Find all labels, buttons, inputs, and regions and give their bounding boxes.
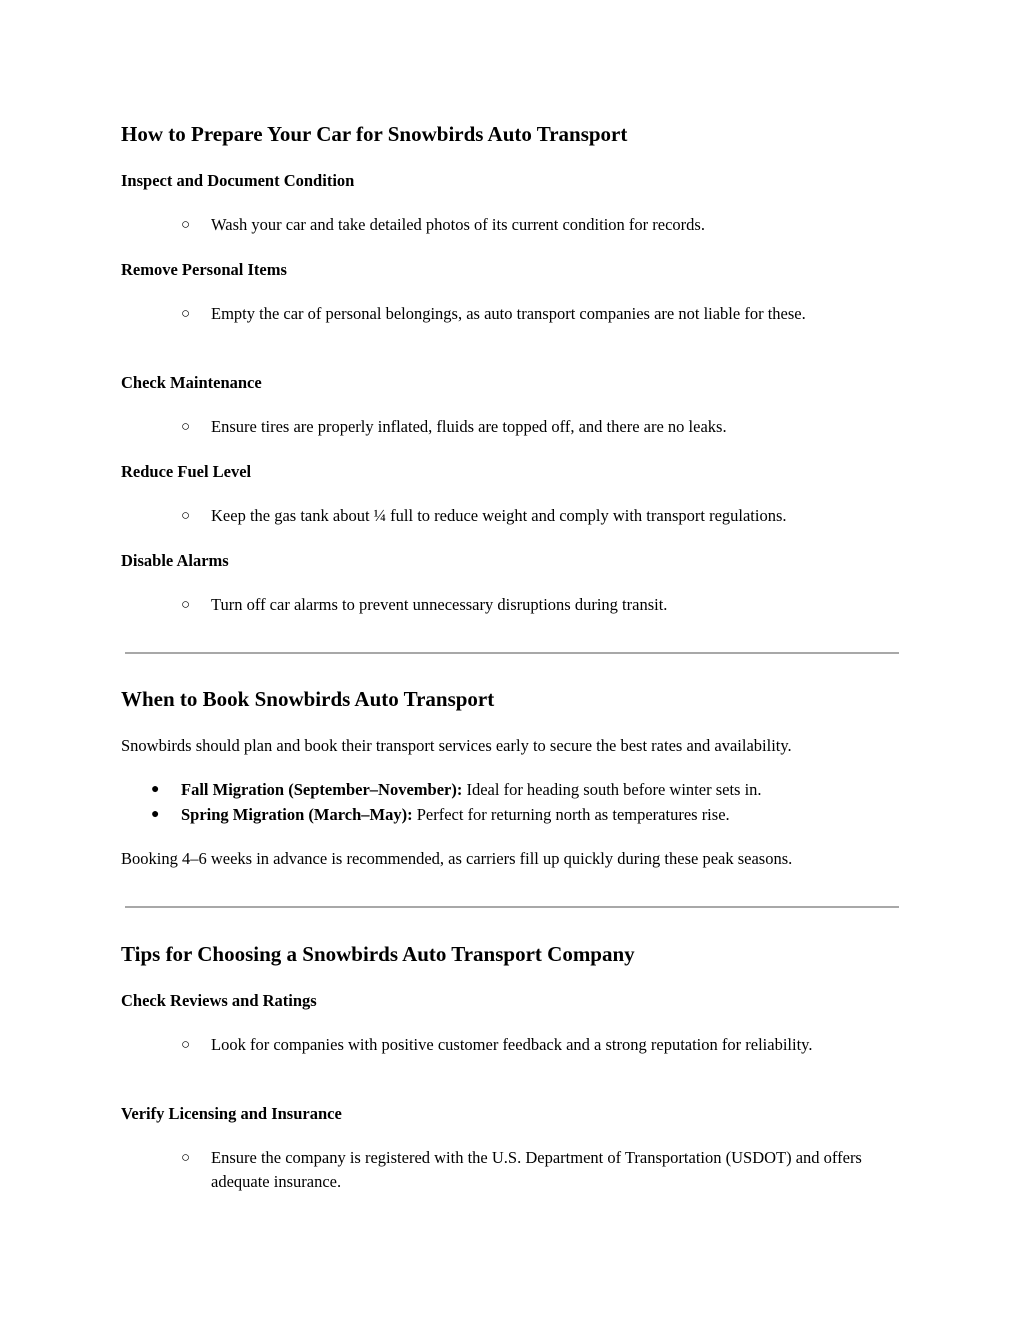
section-title-when-to-book: When to Book Snowbirds Auto Transport bbox=[121, 687, 495, 711]
section-title-prepare-car: How to Prepare Your Car for Snowbirds Auto Transport bbox=[121, 122, 628, 146]
bullet-label: Fall Migration (September–November): bbox=[181, 780, 463, 799]
intro-paragraph: Snowbirds should plan and book their transport services early to secure the best rates and availability. bbox=[121, 736, 792, 755]
subheading-verify-licensing: Verify Licensing and Insurance bbox=[121, 1104, 342, 1123]
subheading-check-maintenance: Check Maintenance bbox=[121, 373, 262, 392]
list-item-text: Wash your car and take detailed photos of its current condition for records. bbox=[211, 215, 705, 234]
bullet-label: Spring Migration (March–May): bbox=[181, 805, 413, 824]
list-item bbox=[181, 593, 901, 617]
list-item bbox=[181, 1146, 901, 1194]
list-item-text: Turn off car alarms to prevent unnecessary disruptions during transit. bbox=[211, 595, 668, 614]
bullet-text: Ideal for heading south before winter sets in. bbox=[462, 780, 762, 799]
subheading-remove-items: Remove Personal Items bbox=[121, 260, 287, 279]
subheading-inspect: Inspect and Document Condition bbox=[121, 171, 355, 190]
booking-advice-paragraph: Booking 4–6 weeks in advance is recommended, as carriers fill up quickly during these peak seasons. bbox=[121, 849, 793, 868]
hollow-circle-bullet-icon: ○ bbox=[181, 1150, 191, 1166]
hollow-circle-bullet-icon: ○ bbox=[181, 1037, 191, 1053]
list-item bbox=[151, 804, 901, 826]
bullet-text: Perfect for returning north as temperatures rise. bbox=[412, 805, 730, 824]
hollow-circle-bullet-icon: ○ bbox=[181, 508, 191, 524]
subheading-disable-alarms: Disable Alarms bbox=[121, 551, 229, 570]
list-item bbox=[181, 302, 901, 326]
section-title-choosing-company: Tips for Choosing a Snowbirds Auto Transport Company bbox=[121, 942, 635, 966]
list-item bbox=[181, 504, 901, 528]
list-item-text: Look for companies with positive customer feedback and a strong reputation for reliability. bbox=[211, 1035, 813, 1054]
list-item-text: Ensure the company is registered with the U.S. Department of Transportation (USDOT) and offers adequate insurance. bbox=[211, 1148, 862, 1191]
list-item-text: Ensure tires are properly inflated, fluids are topped off, and there are no leaks. bbox=[211, 417, 727, 436]
horizontal-divider bbox=[125, 906, 899, 908]
filled-circle-bullet-icon: ● bbox=[151, 782, 160, 797]
filled-circle-bullet-icon: ● bbox=[151, 807, 160, 822]
hollow-circle-bullet-icon: ○ bbox=[181, 597, 191, 613]
hollow-circle-bullet-icon: ○ bbox=[181, 419, 191, 435]
list-item bbox=[181, 213, 901, 237]
list-item-text: Empty the car of personal belongings, as auto transport companies are not liable for these. bbox=[211, 304, 806, 323]
horizontal-divider bbox=[125, 652, 899, 654]
list-item bbox=[181, 1033, 901, 1057]
subheading-reduce-fuel: Reduce Fuel Level bbox=[121, 462, 252, 481]
hollow-circle-bullet-icon: ○ bbox=[181, 217, 191, 233]
list-item-text: Keep the gas tank about ¼ full to reduce weight and comply with transport regulations. bbox=[211, 506, 787, 525]
subheading-check-reviews: Check Reviews and Ratings bbox=[121, 991, 317, 1010]
list-item bbox=[181, 415, 901, 439]
list-item bbox=[151, 779, 901, 801]
hollow-circle-bullet-icon: ○ bbox=[181, 306, 191, 322]
